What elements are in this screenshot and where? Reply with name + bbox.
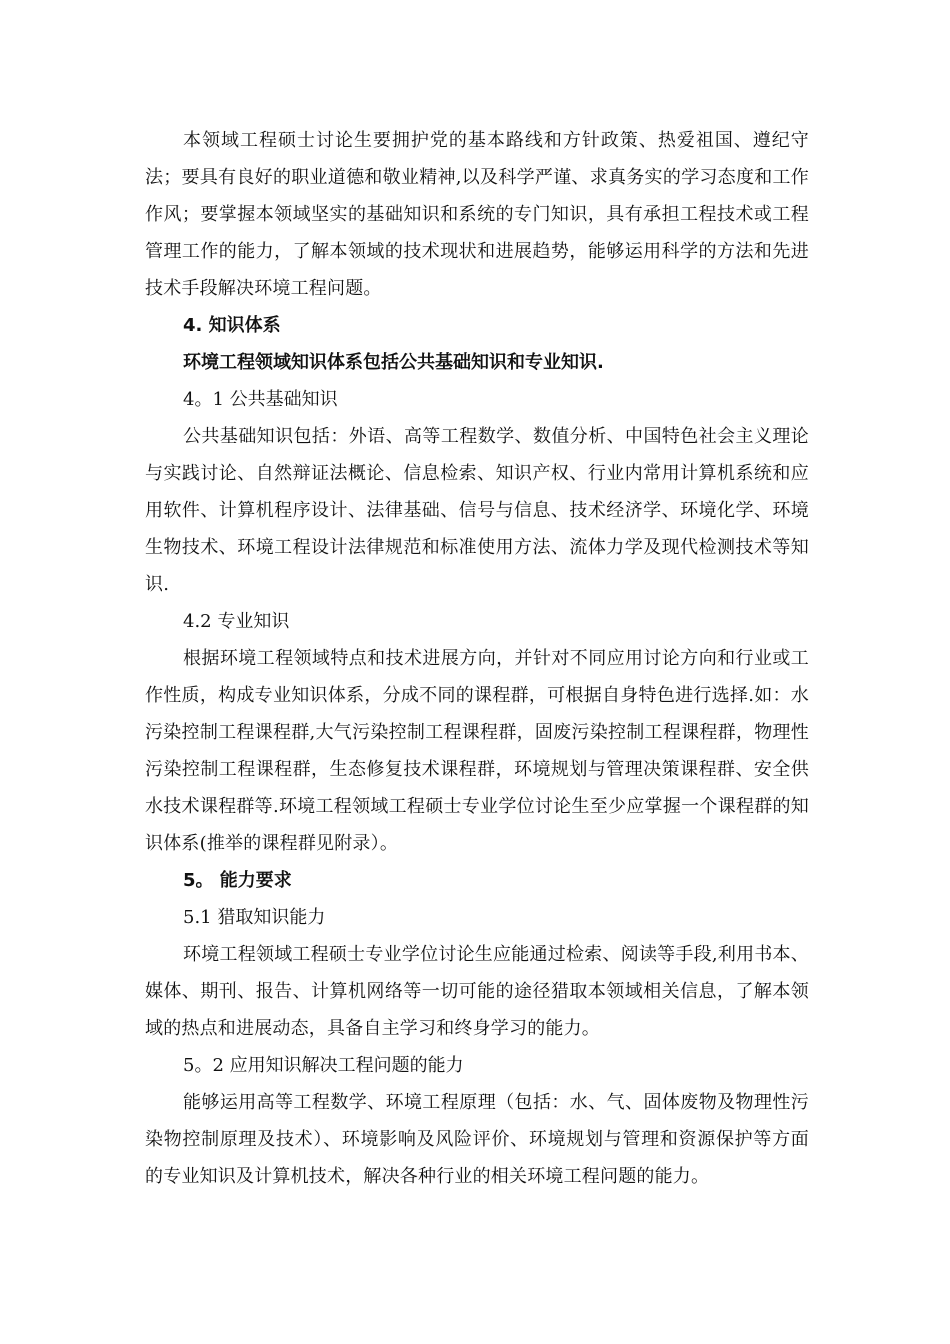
- acquire-knowledge-paragraph: 环境工程领域工程硕士专业学位讨论生应能通过检索、阅读等手段,利用书本、媒体、期刊、报告、计算机网络等一切可能的途径猎取本领域相关信息，了解本领域的热点和进展动态，具备自主学习和终身学习的能力。: [145, 944, 809, 1039]
- subheading-apply-knowledge: 5。2 应用知识解决工程问题的能力: [183, 1055, 464, 1076]
- public-basics-paragraph: 公共基础知识包括：外语、高等工程数学、数值分析、中国特色社会主义理论与实践讨论、自然辩证法概论、信息检索、知识产权、行业内常用计算机系统和应用软件、计算机程序设计、法律基础、信号与信息、技术经济学、环境化学、环境生物技术、环境工程设计法律规范和标准使用方法、流体力学及现代检测技术等知识.: [145, 426, 809, 595]
- section-heading-knowledge-system: 4. 知识体系: [183, 315, 281, 336]
- document-body: [145, 122, 809, 1195]
- apply-knowledge-paragraph: 能够运用高等工程数学、环境工程原理（包括：水、气、固体废物及物理性污染物控制原理及技术）、环境影响及风险评价、环境规划与管理和资源保护等方面的专业知识及计算机技术，解决各种行业的相关环境工程问题的能力。: [145, 1092, 809, 1187]
- intro-paragraph: 本领域工程硕士讨论生要拥护党的基本路线和方针政策、热爱祖国、遵纪守法；要具有良好的职业道德和敬业精神,以及科学严谨、求真务实的学习态度和工作作风；要掌握本领域坚实的基础知识和系统的专门知识，具有承担工程技术或工程管理工作的能力，了解本领域的技术现状和进展趋势，能够运用科学的方法和先进技术手段解决环境工程问题。: [145, 130, 809, 299]
- professional-knowledge-paragraph: 根据环境工程领域特点和技术进展方向，并针对不同应用讨论方向和行业或工作性质，构成专业知识体系，分成不同的课程群，可根据自身特色进行选择.如：水污染控制工程课程群,大气污染控制工程课程群，固废污染控制工程课程群，物理性污染控制工程课程群，生态修复技术课程群，环境规划与管理决策课程群、安全供水技术课程群等.环境工程领域工程硕士专业学位讨论生至少应掌握一个课程群的知识体系(推举的课程群见附录）。: [145, 648, 809, 854]
- subheading-professional-knowledge: 4.2 专业知识: [183, 611, 290, 632]
- section-heading-ability: 5。 能力要求: [183, 870, 292, 891]
- subheading-public-basics: 4。1 公共基础知识: [183, 389, 338, 410]
- subheading-acquire-knowledge: 5.1 猎取知识能力: [183, 907, 326, 928]
- knowledge-system-intro: 环境工程领域知识体系包括公共基础知识和专业知识.: [183, 352, 604, 373]
